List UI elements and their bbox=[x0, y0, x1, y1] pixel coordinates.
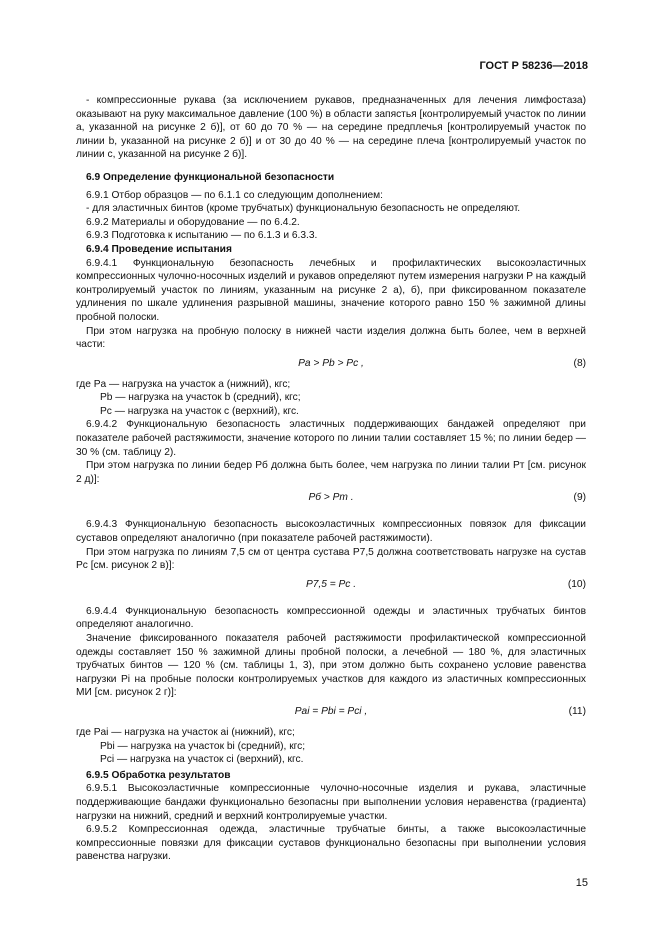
paragraph-load: При этом нагрузка на пробную полоску в нижней части изделия должна быть более, чем в верхней части: bbox=[76, 325, 586, 351]
definition-line: где Pai — нагрузка на участок ai (нижний), кгс; bbox=[76, 726, 295, 738]
standard-header: ГОСТ Р 58236—2018 bbox=[479, 60, 588, 72]
equation-8-formula: Pa > Pb > Pc , bbox=[298, 357, 364, 369]
paragraph-6-9-3: 6.9.3 Подготовка к испытанию — по 6.1.3 и 6.3.3. bbox=[86, 230, 318, 242]
heading-6-9-5: 6.9.5 Обработка результатов bbox=[86, 769, 231, 781]
definition-line: где Pa — нагрузка на участок a (нижний), кгс; bbox=[76, 378, 291, 390]
paragraph-6-9-1: 6.9.1 Отбор образцов — по 6.1.1 со следующим дополнением: bbox=[86, 189, 384, 201]
paragraph-bedra: При этом нагрузка по линии бедер Pб должна быть более, чем нагрузка по линии талии Pт [см. рисунок 2 д)]: bbox=[76, 460, 586, 485]
definitions-8 bbox=[76, 378, 586, 419]
document-body bbox=[76, 94, 586, 864]
equation-11-formula: Pai = Pbi = Pci , bbox=[294, 705, 368, 717]
equation-11-number: (11) bbox=[568, 705, 586, 717]
paragraph-6-9-1-note: - для эластичных бинтов (кроме трубчатых) функциональную безопасность не определяют. bbox=[86, 203, 521, 215]
definition-line: Pc — нагрузка на участок c (верхний), кгс. bbox=[100, 405, 299, 417]
paragraph-6-9-5-2: 6.9.5.2 Компрессионная одежда, эластичные трубчатые бинты, а также высокоэластичные компрессионные повязки для фиксации суставов функционально безопасны при выполнении условия равенства нагрузки. bbox=[76, 824, 586, 863]
page-number: 15 bbox=[575, 877, 588, 889]
equation-10-number: (10) bbox=[567, 578, 586, 590]
paragraph-intro: - компрессионные рукава (за исключением рукавов, предназначенных для лечения лимфостаза) оказывают на руку максимальное давление (100 %) в области запястья [контролируемый участок по линии a, указанной на рисунке 2 б)], от 60 до 70 % — на середине предплечья [контролируемый участок по линии b, указанной на рисунке 2 б)] и от 30 до 40 % — на середине плеча [контролируемый участок по линии c, указанной на рисунке 2 б)]. bbox=[76, 95, 586, 161]
definition-line: Pb — нагрузка на участок b (средний), кгс; bbox=[100, 392, 301, 404]
paragraph-6-9-2: 6.9.2 Материалы и оборудование — по 6.4.2. bbox=[86, 216, 300, 228]
equation-10-formula: P7,5 = Pc . bbox=[305, 578, 357, 590]
paragraph-znach: Значение фиксированного показателя рабочей растяжимости профилактической компрессионной одежды составляет 150 % зажимной длины пробной полоски, а лечебной — 180 %, для эластичных трубчатых бинтов — 120 % (см. таблицы 1, 3), при этом должно быть сохранено условие равенства нагрузки Pi на пробные полоски контролируемых участков для каждого из эластичных компрессионных МИ [см. рисунок 2 г)]: bbox=[76, 633, 586, 699]
heading-6-9: 6.9 Определение функциональной безопасности bbox=[86, 171, 335, 183]
paragraph-6-9-4-3: 6.9.4.3 Функциональную безопасность высокоэластичных компрессионных повязок для фиксации суставов определяют аналогично (при показателе рабочей растяжимости). bbox=[76, 519, 586, 545]
equation-9-formula: Pб > Pт . bbox=[308, 492, 354, 504]
paragraph-6-9-4-2: 6.9.4.2 Функциональную безопасность эластичных поддерживающих бандажей определяют при показателе рабочей растяжимости, значение которого по линии талии составляет 15 %; по линии бедер — 30 % (см. таблицу 2). bbox=[76, 419, 586, 458]
equation-10 bbox=[76, 575, 586, 595]
equation-9-number: (9) bbox=[573, 492, 586, 504]
equation-11 bbox=[76, 702, 586, 722]
equation-9 bbox=[76, 488, 586, 508]
equation-8 bbox=[76, 354, 586, 374]
paragraph-6-9-4-4: 6.9.4.4 Функциональную безопасность компрессионной одежды и эластичных трубчатых бинтов определяют аналогично. bbox=[76, 605, 586, 631]
heading-6-9-4: 6.9.4 Проведение испытания bbox=[86, 243, 232, 255]
paragraph-6-9-4-1: 6.9.4.1 Функциональную безопасность лечебных и профилактических высокоэластичных компрессионных чулочно-носочных изделий и рукавов определяют путем измерения нагрузки P на каждый контролируемый участок по линиям, указанным на рисунке 2 а), б), при фиксированном показателе удлинения по шкале удлинения разрывной машины, значение которого равно 150 % зажимной длины пробной полоски. bbox=[76, 257, 586, 323]
equation-8-number: (8) bbox=[573, 357, 586, 369]
paragraph-sustav: При этом нагрузка по линиям 7,5 см от центра сустава P7,5 должна соответствовать нагрузке на сустав Pc [см. рисунок 2 в)]: bbox=[76, 546, 586, 572]
definition-line: Pci — нагрузка на участок ci (верхний), кгс. bbox=[100, 754, 304, 766]
definitions-11 bbox=[76, 726, 586, 767]
definition-line: Pbi — нагрузка на участок bi (средний), кгс; bbox=[100, 740, 306, 752]
paragraph-6-9-5-1: 6.9.5.1 Высокоэластичные компрессионные чулочно-носочные изделия и рукава, эластичные поддерживающие бандажи функционально безопасны при выполнении условия неравенства (градиента) нагрузки на нижний, средний и верхний контролируемые участки. bbox=[76, 783, 586, 822]
